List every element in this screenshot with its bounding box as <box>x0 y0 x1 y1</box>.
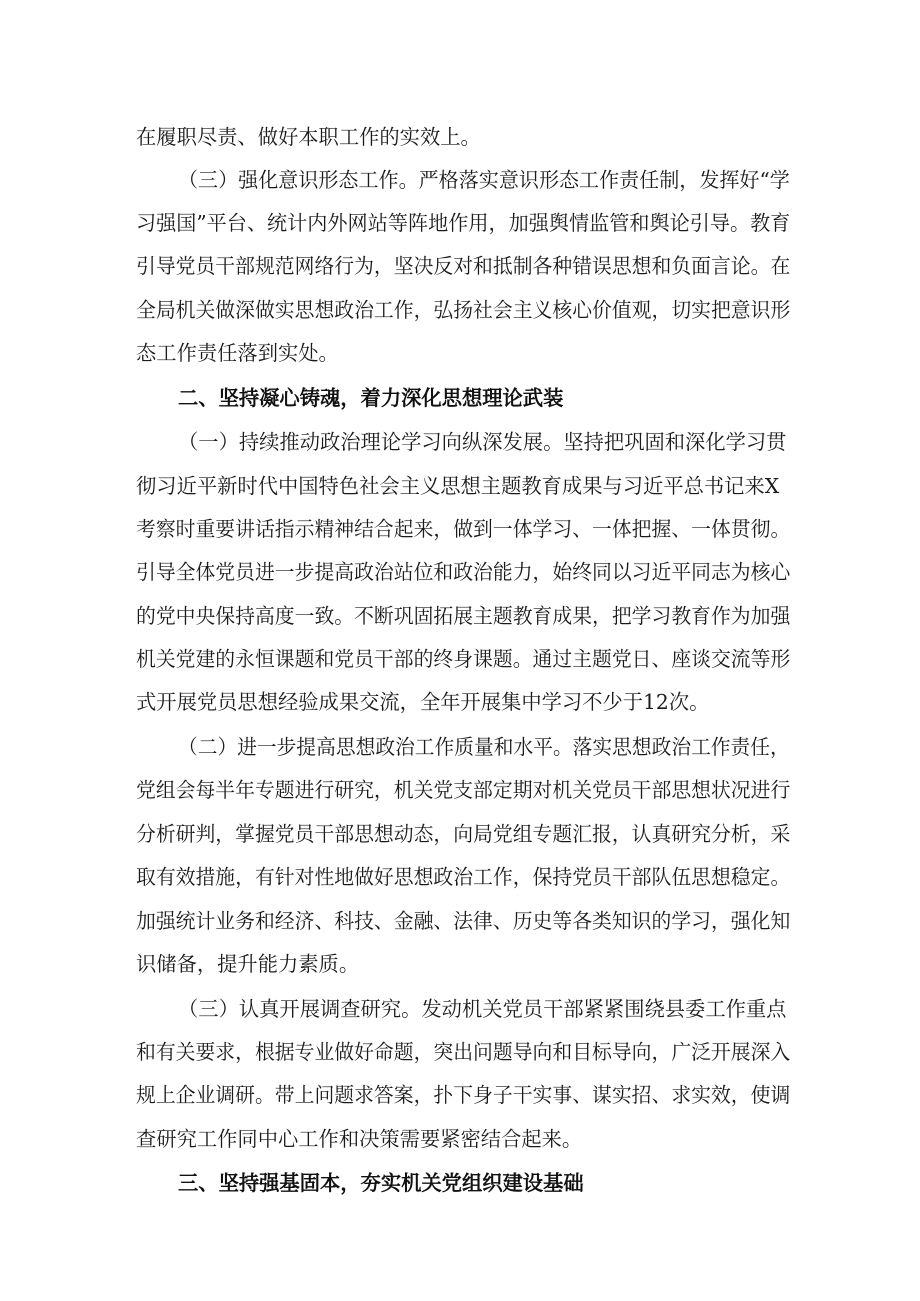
paragraph-line: 分析研判，掌握党员干部思想动态，向局党组专题汇报，认真研究分析，采 <box>136 822 791 846</box>
paragraph-line: 考察时重要讲话指示精神结合起来，做到一体学习、一体把握、一体贯彻。 <box>136 517 791 541</box>
paragraph-line: 党组会每半年专题进行研究，机关党支部定期对机关党员干部思想状况进行 <box>136 778 791 802</box>
paragraph-line: 全局机关做深做实思想政治工作，弘扬社会主义核心价值观，切实把意识形 <box>136 298 791 322</box>
paragraph-line: 态工作责任落到实处。 <box>136 341 339 365</box>
paragraph-line: 和有关要求，根据专业做好命题，突出问题导向和目标导向，广泛开展深入 <box>136 1040 791 1064</box>
section-heading: 二、坚持凝心铸魂，着力深化思想理论武装 <box>178 386 564 410</box>
paragraph-line: 式开展党员思想经验成果交流，全年开展集中学习不少于12次。 <box>136 690 710 714</box>
paragraph-line: （二）进一步提高思想政治工作质量和水平。落实思想政治工作责任， <box>178 735 790 759</box>
paragraph-line: 规上企业调研。带上问题求答案，扑下身子干实事、谋实招、求实效，使调 <box>136 1083 791 1107</box>
paragraph-line: 习强国”平台、统计内外网站等阵地作用，加强舆情监管和舆论引导。教育 <box>136 211 791 235</box>
paragraph-line: 识储备，提升能力素质。 <box>136 952 360 976</box>
paragraph-line: 机关党建的永恒课题和党员干部的终身课题。通过主题党日、座谈交流等形 <box>136 647 791 671</box>
paragraph-line: 的党中央保持高度一致。不断巩固拓展主题教育成果，把学习教育作为加强 <box>136 604 791 628</box>
paragraph-line: 加强统计业务和经济、科技、金融、法律、历史等各类知识的学习，强化知 <box>136 909 791 933</box>
paragraph-line: （一）持续推动政治理论学习向纵深发展。坚持把巩固和深化学习贯 <box>178 430 787 454</box>
paragraph-line: 引导全体党员进一步提高政治站位和政治能力，始终同以习近平同志为核心 <box>136 560 791 584</box>
paragraph-line: 取有效措施，有针对性地做好思想政治工作，保持党员干部队伍思想稳定。 <box>136 865 791 889</box>
paragraph-line: 在履职尽责、做好本职工作的实效上。 <box>136 125 481 149</box>
paragraph-line: （三）认真开展调查研究。发动机关党员干部紧紧围绕县委工作重点 <box>178 997 787 1021</box>
paragraph-line: （三）强化意识形态工作。严格落实意识形态工作责任制，发挥好“学 <box>178 168 790 192</box>
paragraph-line: 查研究工作同中心工作和决策需要紧密结合起来。 <box>136 1127 583 1151</box>
paragraph-line: 引导党员干部规范网络行为，坚决反对和抵制各种错误思想和负面言论。在 <box>136 254 791 278</box>
section-heading: 三、坚持强基固本，夯实机关党组织建设基础 <box>178 1171 584 1195</box>
paragraph-line: 彻习近平新时代中国特色社会主义思想主题教育成果与习近平总书记来X <box>136 474 780 498</box>
